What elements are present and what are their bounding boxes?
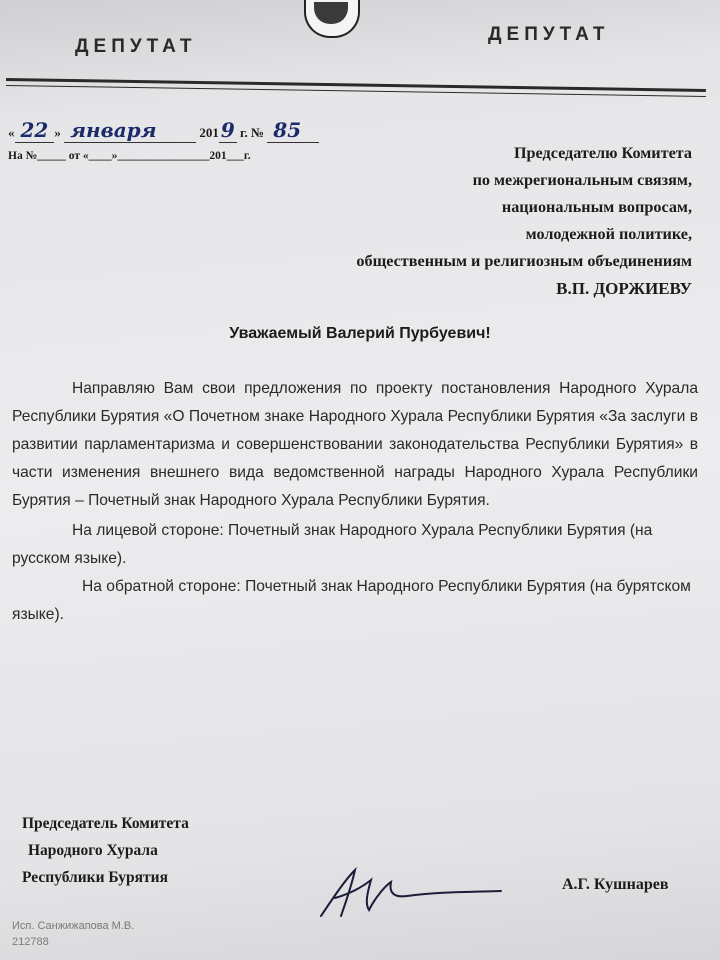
addressee-block xyxy=(356,140,692,302)
executor-phone: 212788 xyxy=(12,936,49,948)
addressee-line-5: общественным и религиозным объединениям xyxy=(356,252,692,270)
handwritten-month: января xyxy=(64,118,196,143)
signatory-line-2: Народного Хурала xyxy=(28,842,158,859)
letter-body xyxy=(12,375,698,629)
body-paragraph-3: На обратной стороне: Почетный знак Народного Республики Бурятия (на бурятском языке). xyxy=(12,578,691,623)
signatory-title xyxy=(22,810,189,891)
body-paragraph-2: На лицевой стороне: Почетный знак Народного Хурала Республики Бурятия (на русском языке). xyxy=(12,522,653,567)
date-close-quote: » xyxy=(54,125,61,140)
handwritten-day: 22 xyxy=(15,118,55,143)
reference-line: На №_____ от «____»________________201___г. xyxy=(8,150,251,162)
handwritten-year: 9 xyxy=(220,118,235,142)
date-open-quote: « xyxy=(8,125,15,140)
signatory-line-3: Республики Бурятия xyxy=(22,869,168,886)
signatory-line-1: Председатель Комитета xyxy=(22,815,189,832)
salutation: Уважаемый Валерий Пурбуевич! xyxy=(229,325,491,342)
handwritten-number: 85 xyxy=(267,118,319,143)
handwritten-signature xyxy=(315,858,505,928)
executor-info xyxy=(12,918,134,950)
emblem-icon xyxy=(304,0,360,38)
addressee-line-2: по межрегиональным связям, xyxy=(472,171,692,189)
header-title-right: ДЕПУТАТ xyxy=(488,24,610,45)
body-paragraph-1: Направляю Вам свои предложения по проекту постановления Народного Хурала Республики Бурятия «О Почетном знаке Народного Хурала Республики Бурятия «За заслуги в развитии парламентаризма и совершенствовании законодательства Республики Бурятия» в части изменения внешнего вида ведомственной награды Народного Хурала Республики Бурятия – Почетный знак Народного Хурала Республики Бурятия. xyxy=(12,380,698,509)
signatory-name: А.Г. Кушнарев xyxy=(562,876,669,893)
year-prefix: 201 xyxy=(199,125,219,140)
executor-name: Исп. Санжижапова М.В. xyxy=(12,920,135,932)
addressee-name: В.П. ДОРЖИЕВУ xyxy=(556,279,692,298)
header-title-left: ДЕПУТАТ xyxy=(75,36,197,57)
registration-date-line xyxy=(8,118,319,143)
addressee-line-4: молодежной политике, xyxy=(525,225,692,243)
addressee-line-3: национальным вопросам, xyxy=(501,198,692,216)
number-label: г. № xyxy=(240,125,265,140)
emblem-inner xyxy=(314,2,348,24)
addressee-line-1: Председателю Комитета xyxy=(513,144,692,162)
